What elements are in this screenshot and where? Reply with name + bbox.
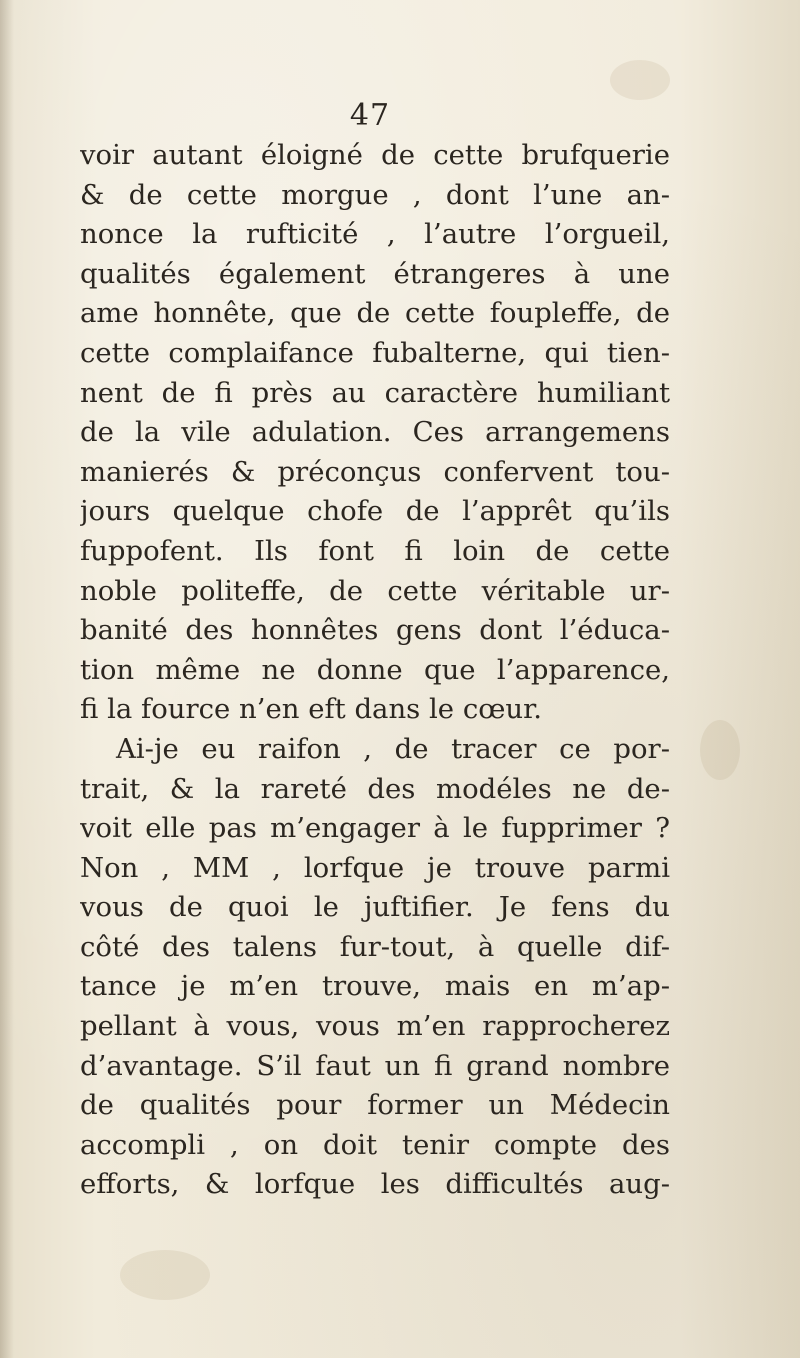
text-line: accompli , on doit tenir compte des bbox=[80, 1128, 670, 1161]
text-line: ame honnête, que de cette foupleffe, de bbox=[80, 297, 670, 330]
page-gutter-shadow bbox=[0, 0, 14, 1358]
paper-stain bbox=[700, 720, 740, 780]
text-line: pellant à vous, vous m’en rapprocherez bbox=[80, 1010, 670, 1043]
paper-stain bbox=[610, 60, 670, 100]
text-line: noble politeffe, de cette véritable ur- bbox=[80, 574, 670, 607]
text-line: voir autant éloigné de cette brufquerie bbox=[80, 139, 670, 171]
text-line: jours quelque chofe de l’apprêt qu’ils bbox=[80, 495, 670, 528]
body-text bbox=[80, 136, 670, 1205]
text-line: tion même ne donne que l’apparence, bbox=[80, 653, 670, 686]
text-line: d’avantage. S’il faut un fi grand nombre bbox=[80, 1049, 670, 1082]
text-line: Non , MM , lorfque je trouve parmi bbox=[80, 851, 670, 884]
text-line: efforts, & lorfque les difficultés aug- bbox=[80, 1168, 670, 1201]
text-line: Ai-je eu raifon , de tracer ce por- bbox=[116, 732, 670, 765]
text-line: de qualités pour former un Médecin bbox=[80, 1089, 670, 1122]
page-number: 47 bbox=[349, 98, 391, 133]
text-line: voit elle pas m’engager à le fupprimer ? bbox=[80, 812, 670, 845]
text-line: de la vile adulation. Ces arrangemens bbox=[80, 416, 670, 449]
text-line: trait, & la rareté des modéles ne de- bbox=[80, 772, 670, 805]
text-line: nent de fi près au caractère humiliant bbox=[80, 376, 670, 409]
paper-stain bbox=[120, 1250, 210, 1300]
text-line: manierés & préconçus confervent tou- bbox=[80, 455, 670, 488]
text-line: fuppofent. Ils font fi loin de cette bbox=[80, 534, 670, 567]
text-line: qualités également étrangeres à une bbox=[80, 257, 670, 290]
text-line: nonce la rufticité , l’autre l’orgueil, bbox=[80, 218, 670, 251]
text-line: cette complaifance fubalterne, qui tien- bbox=[80, 336, 670, 369]
text-line: banité des honnêtes gens dont l’éduca- bbox=[80, 614, 670, 647]
text-line: côté des talens fur-tout, à quelle dif- bbox=[80, 930, 670, 963]
text-line: tance je m’en trouve, mais en m’ap- bbox=[80, 970, 670, 1003]
text-line: & de cette morgue , dont l’une an- bbox=[80, 178, 670, 211]
text-line: vous de quoi le juftifier. Je fens du bbox=[80, 891, 670, 924]
text-line: fi la fource n’en eft dans le cœur. bbox=[80, 693, 542, 726]
